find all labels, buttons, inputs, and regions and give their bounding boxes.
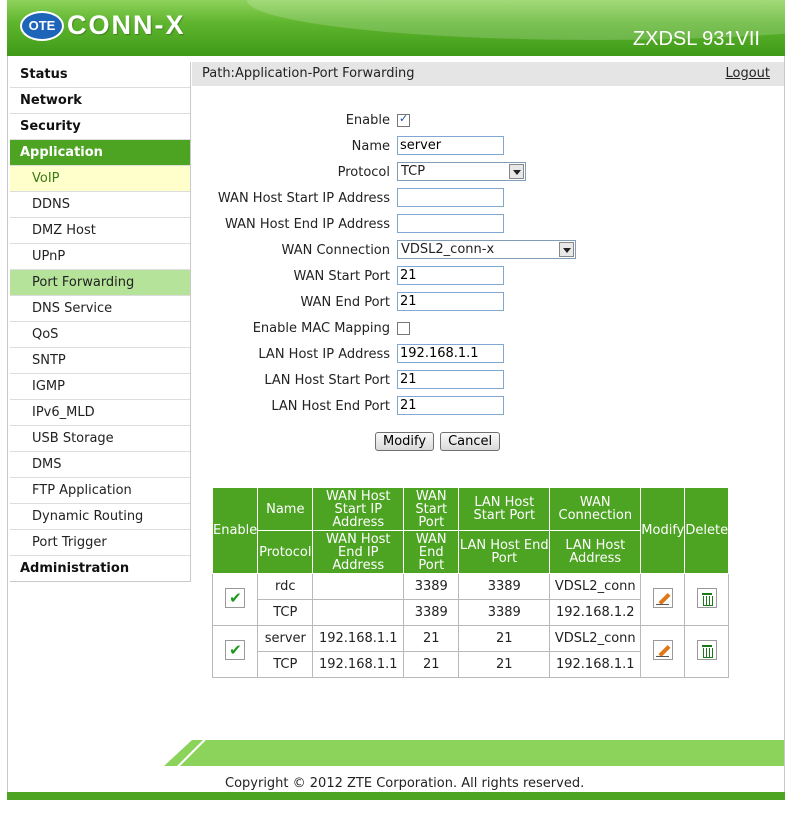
cell-wan-connection: VDSL2_conn <box>550 574 641 600</box>
col-lan-host-address: LAN Host Address <box>550 531 641 574</box>
row-delete-cell <box>685 574 729 626</box>
wan-connection-select[interactable] <box>397 240 576 259</box>
col-wan-start-port: WAN Start Port <box>404 488 459 531</box>
chevron-down-icon <box>559 242 574 257</box>
row-modify-cell <box>641 574 685 626</box>
lan-host-ip-input[interactable] <box>397 344 504 363</box>
col-modify: Modify <box>641 488 685 574</box>
wan-connection-label: WAN Connection <box>281 243 390 258</box>
cancel-button[interactable]: Cancel <box>440 432 500 451</box>
trash-icon[interactable] <box>697 588 717 608</box>
enable-label: Enable <box>345 113 390 128</box>
cell-wan-start-ip: 192.168.1.1 <box>313 626 404 652</box>
name-input[interactable] <box>397 136 504 155</box>
wan-start-ip-label: WAN Host Start IP Address <box>217 191 390 206</box>
edit-icon[interactable] <box>653 588 673 608</box>
cell-name: server <box>258 626 313 652</box>
chevron-down-icon <box>509 164 524 179</box>
sidebar-item-administration[interactable]: Administration <box>10 556 190 582</box>
cell-wan-start-port: 21 <box>404 626 459 652</box>
sidebar-item-status[interactable]: Status <box>10 62 190 88</box>
lan-end-port-label: LAN Host End Port <box>271 399 390 414</box>
lan-start-port-label: LAN Host Start Port <box>264 373 390 388</box>
table-row <box>213 574 729 600</box>
device-model: ZXDSL 931VII <box>632 28 760 50</box>
sidebar-item-security[interactable]: Security <box>10 114 190 140</box>
sidebar-item-usb-storage[interactable]: USB Storage <box>10 426 190 452</box>
mac-mapping-label: Enable MAC Mapping <box>252 321 390 336</box>
col-lan-start-port: LAN Host Start Port <box>459 488 550 531</box>
sidebar-nav <box>10 62 191 582</box>
col-lan-end-port: LAN Host End Port <box>459 531 550 574</box>
enable-checkbox[interactable] <box>397 114 410 127</box>
col-wan-start-ip: WAN Host Start IP Address <box>313 488 404 531</box>
port-forwarding-form <box>192 108 784 420</box>
cell-wan-end-ip: 192.168.1.1 <box>313 652 404 678</box>
col-wan-end-port: WAN End Port <box>404 531 459 574</box>
wan-end-ip-input[interactable] <box>397 214 504 233</box>
cell-wan-start-port: 3389 <box>404 574 459 600</box>
cell-name: rdc <box>258 574 313 600</box>
col-enable: Enable <box>213 488 258 574</box>
wan-connection-select-value: VDSL2_conn-x <box>401 242 495 257</box>
lan-host-ip-label: LAN Host IP Address <box>258 347 390 362</box>
wan-start-port-label: WAN Start Port <box>293 269 390 284</box>
sidebar-item-dmz-host[interactable]: DMZ Host <box>10 218 190 244</box>
cell-wan-end-port: 3389 <box>404 600 459 626</box>
cell-wan-end-port: 21 <box>404 652 459 678</box>
sidebar-item-dms[interactable]: DMS <box>10 452 190 478</box>
sidebar-item-ipv6-mld[interactable]: IPv6_MLD <box>10 400 190 426</box>
col-wan-connection: WAN Connection <box>550 488 641 531</box>
logo-mark: OTE <box>22 13 62 39</box>
brand-name: CONN-X <box>67 10 186 40</box>
sidebar-item-ddns[interactable]: DDNS <box>10 192 190 218</box>
row-enable-cell <box>213 574 258 626</box>
row-enable-cell <box>213 626 258 678</box>
trash-icon[interactable] <box>697 640 717 660</box>
protocol-select-value: TCP <box>401 164 426 179</box>
wan-end-port-input[interactable] <box>397 292 504 311</box>
form-buttons <box>375 432 500 451</box>
wan-start-port-input[interactable] <box>397 266 504 285</box>
port-forwarding-table <box>212 487 729 678</box>
sidebar-item-application[interactable]: Application <box>10 140 190 166</box>
cell-wan-start-ip <box>313 574 404 600</box>
cell-lan-host-address: 192.168.1.2 <box>550 600 641 626</box>
cell-wan-connection: VDSL2_conn <box>550 626 641 652</box>
cell-lan-host-address: 192.168.1.1 <box>550 652 641 678</box>
cell-protocol: TCP <box>258 652 313 678</box>
sidebar-item-dynamic-routing[interactable]: Dynamic Routing <box>10 504 190 530</box>
modify-button[interactable]: Modify <box>375 432 434 451</box>
footer-slash <box>164 740 192 766</box>
table-row <box>213 626 729 652</box>
ote-logo-icon <box>20 11 64 41</box>
checkmark-icon[interactable] <box>225 640 245 660</box>
logo <box>20 10 186 41</box>
cell-lan-end-port: 21 <box>459 652 550 678</box>
col-name: Name <box>258 488 313 531</box>
breadcrumb <box>192 62 784 86</box>
sidebar-item-qos[interactable]: QoS <box>10 322 190 348</box>
row-modify-cell <box>641 626 685 678</box>
sidebar-item-igmp[interactable]: IGMP <box>10 374 190 400</box>
bottom-bar <box>7 792 785 800</box>
sidebar-item-voip[interactable]: VoIP <box>10 166 190 192</box>
lan-start-port-input[interactable] <box>397 370 504 389</box>
wan-end-port-label: WAN End Port <box>300 295 390 310</box>
breadcrumb-text: Path:Application-Port Forwarding <box>202 66 415 81</box>
col-delete: Delete <box>685 488 729 574</box>
sidebar-item-port-trigger[interactable]: Port Trigger <box>10 530 190 556</box>
footer-band <box>164 740 784 766</box>
wan-end-ip-label: WAN Host End IP Address <box>224 217 390 232</box>
cell-protocol: TCP <box>258 600 313 626</box>
copyright-text: Copyright © 2012 ZTE Corporation. All rights reserved. <box>225 776 585 791</box>
sidebar-item-network[interactable]: Network <box>10 88 190 114</box>
col-wan-end-ip: WAN Host End IP Address <box>313 531 404 574</box>
cell-lan-end-port: 3389 <box>459 600 550 626</box>
cell-lan-start-port: 21 <box>459 626 550 652</box>
sidebar-item-ftp-application[interactable]: FTP Application <box>10 478 190 504</box>
cell-lan-start-port: 3389 <box>459 574 550 600</box>
name-label: Name <box>351 139 390 154</box>
col-protocol: Protocol <box>258 531 313 574</box>
sidebar-item-dns-service[interactable]: DNS Service <box>10 296 190 322</box>
lan-end-port-input[interactable] <box>397 396 504 415</box>
sidebar-item-sntp[interactable]: SNTP <box>10 348 190 374</box>
mac-mapping-checkbox[interactable] <box>397 322 410 335</box>
sidebar-item-port-forwarding[interactable]: Port Forwarding <box>10 270 190 296</box>
sidebar-item-upnp[interactable]: UPnP <box>10 244 190 270</box>
protocol-select[interactable] <box>397 162 526 181</box>
checkmark-icon[interactable] <box>225 588 245 608</box>
edit-icon[interactable] <box>653 640 673 660</box>
row-delete-cell <box>685 626 729 678</box>
logout-link[interactable]: Logout <box>725 66 770 81</box>
header-banner <box>7 0 785 56</box>
protocol-label: Protocol <box>337 165 390 180</box>
wan-start-ip-input[interactable] <box>397 188 504 207</box>
cell-wan-end-ip <box>313 600 404 626</box>
